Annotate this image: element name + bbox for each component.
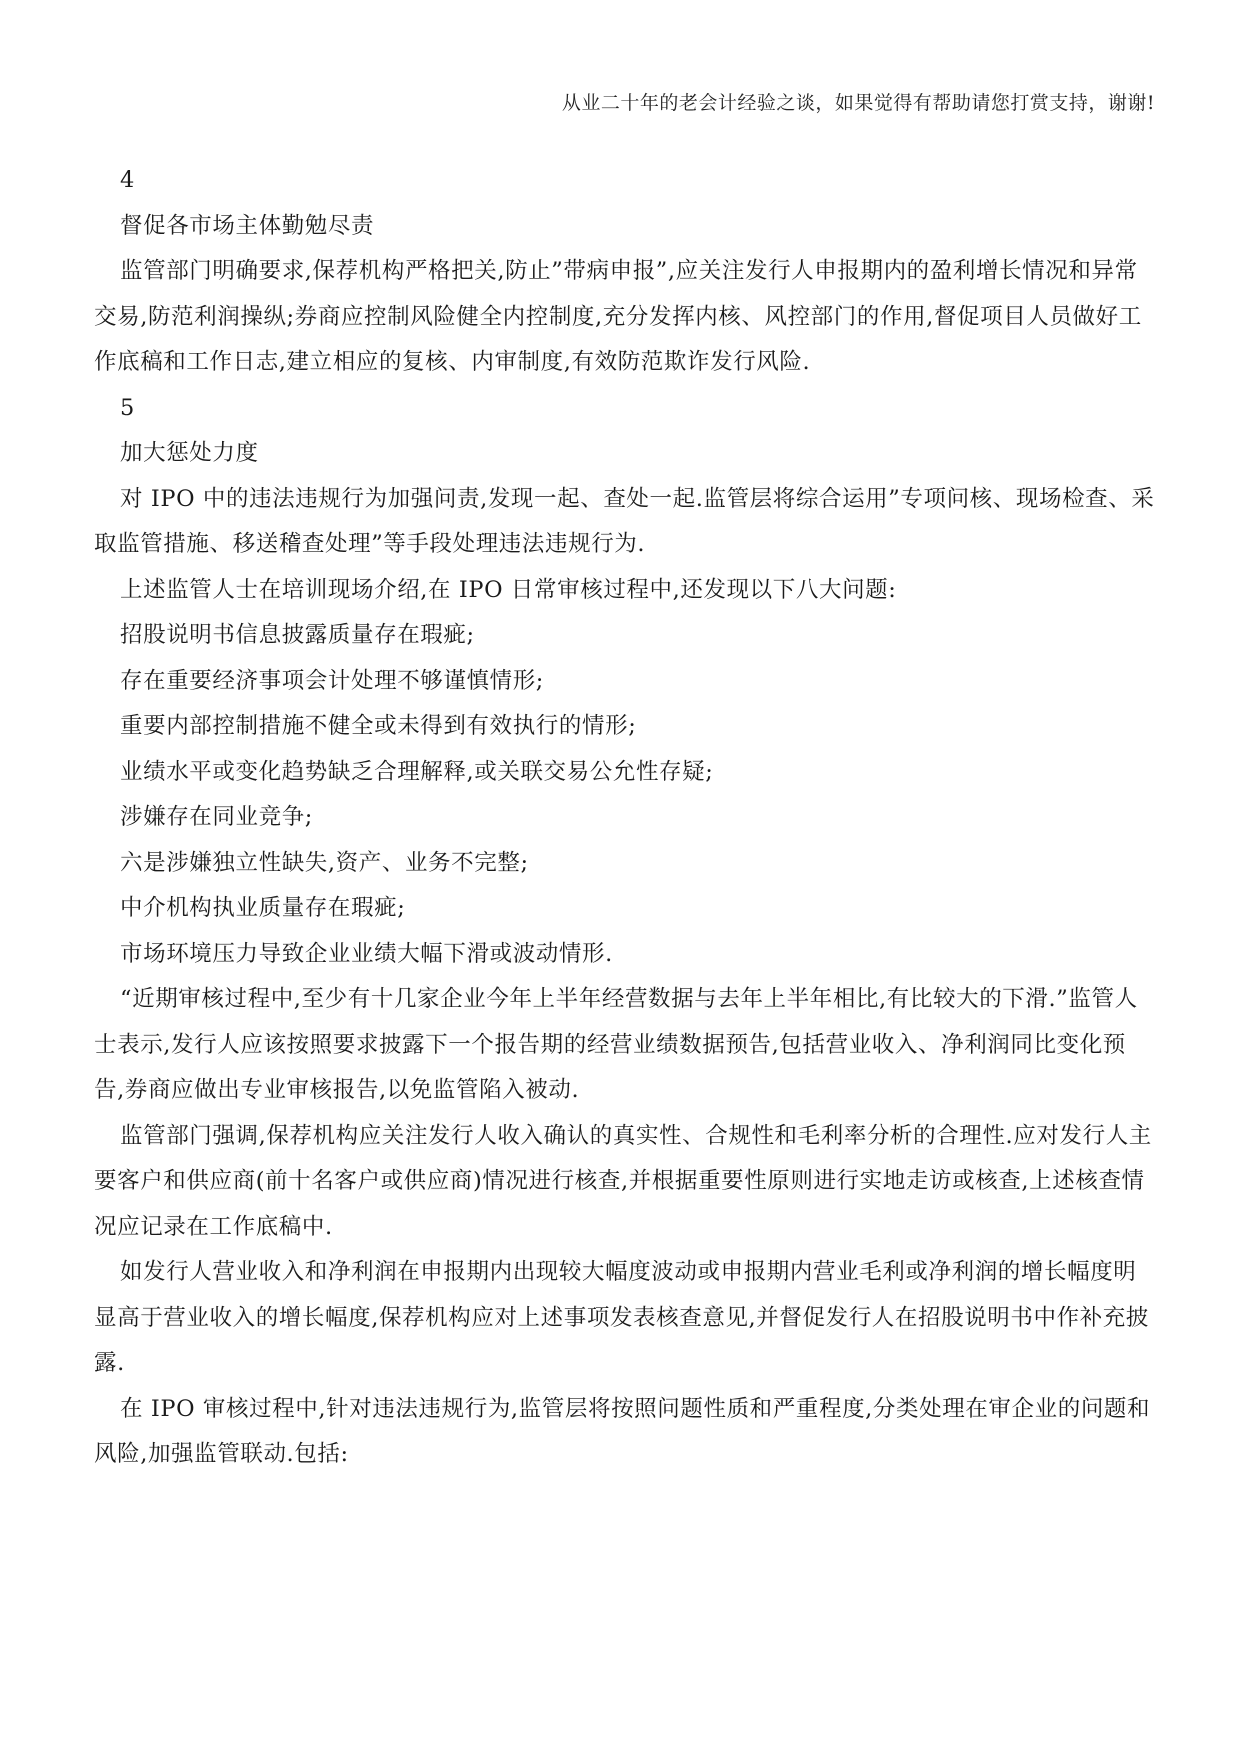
paragraph: 监管部门明确要求,保荐机构严格把关,防止”带病申报”,应关注发行人申报期内的盈利增长情况和异常交易,防范利润操纵;券商应控制风险健全内控制度,充分发挥内核、风控部门的作用,督促项目人员做好工作底稿和工作日志,建立相应的复核、内审制度,有效防范欺诈发行风险.: [94, 258, 1142, 375]
list-item: 市场环境压力导致企业业绩大幅下滑或波动情形.: [120, 940, 613, 967]
section-number: 4: [120, 167, 135, 193]
list-item: 中介机构执业质量存在瑕疵;: [120, 895, 406, 921]
section-heading: 督促各市场主体勤勉尽责: [120, 212, 375, 239]
list-item: 存在重要经济事项会计处理不够谨慎情形;: [120, 667, 544, 694]
list-item: 涉嫌存在同业竞争;: [120, 804, 313, 830]
paragraph: 如发行人营业收入和净利润在申报期内出现较大幅度波动或申报期内营业毛利或净利润的增长幅度明显高于营业收入的增长幅度,保荐机构应对上述事项发表核查意见,并督促发行人在招股说明书中作补充披露.: [94, 1259, 1150, 1376]
header-note: 从业二十年的老会计经验之谈，如果觉得有帮助请您打赏支持，谢谢!: [561, 92, 1155, 114]
paragraph: 监管部门强调,保荐机构应关注发行人收入确认的真实性、合规性和毛利率分析的合理性.应对发行人主要客户和供应商(前十名客户或供应商)情况进行核查,并根据重要性原则进行实地走访或核查,上述核查情况应记录在工作底稿中.: [94, 1122, 1152, 1240]
paragraph: 上述监管人士在培训现场介绍,在 IPO 日常审核过程中,还发现以下八大问题:: [120, 576, 897, 603]
list-item: 招股说明书信息披露质量存在瑕疵;: [120, 622, 475, 648]
section-number: 5: [120, 394, 135, 421]
list-item: 六是涉嫌独立性缺失,资产、业务不完整;: [120, 849, 529, 876]
list-item: 重要内部控制措施不健全或未得到有效执行的情形;: [120, 713, 637, 739]
paragraph: 对 IPO 中的违法违规行为加强问责,发现一起、查处一起.监管层将综合运用”专项问核、现场检查、采取监管措施、移送稽查处理”等手段处理违法违规行为.: [94, 485, 1155, 557]
paragraph: “近期审核过程中,至少有十几家企业今年上半年经营数据与去年上半年相比,有比较大的下滑.”监管人士表示,发行人应该按照要求披露下一个报告期的经营业绩数据预告,包括营业收入、净利润同比变化预告,券商应做出专业审核报告,以免监管陷入被动.: [94, 986, 1138, 1103]
document-body: [94, 158, 1156, 1478]
section-heading: 加大惩处力度: [120, 440, 259, 466]
paragraph: 在 IPO 审核过程中,针对违法违规行为,监管层将按照问题性质和严重程度,分类处理在审企业的问题和风险,加强监管联动.包括:: [94, 1395, 1151, 1467]
list-item: 业绩水平或变化趋势缺乏合理解释,或关联交易公允性存疑;: [120, 758, 714, 785]
